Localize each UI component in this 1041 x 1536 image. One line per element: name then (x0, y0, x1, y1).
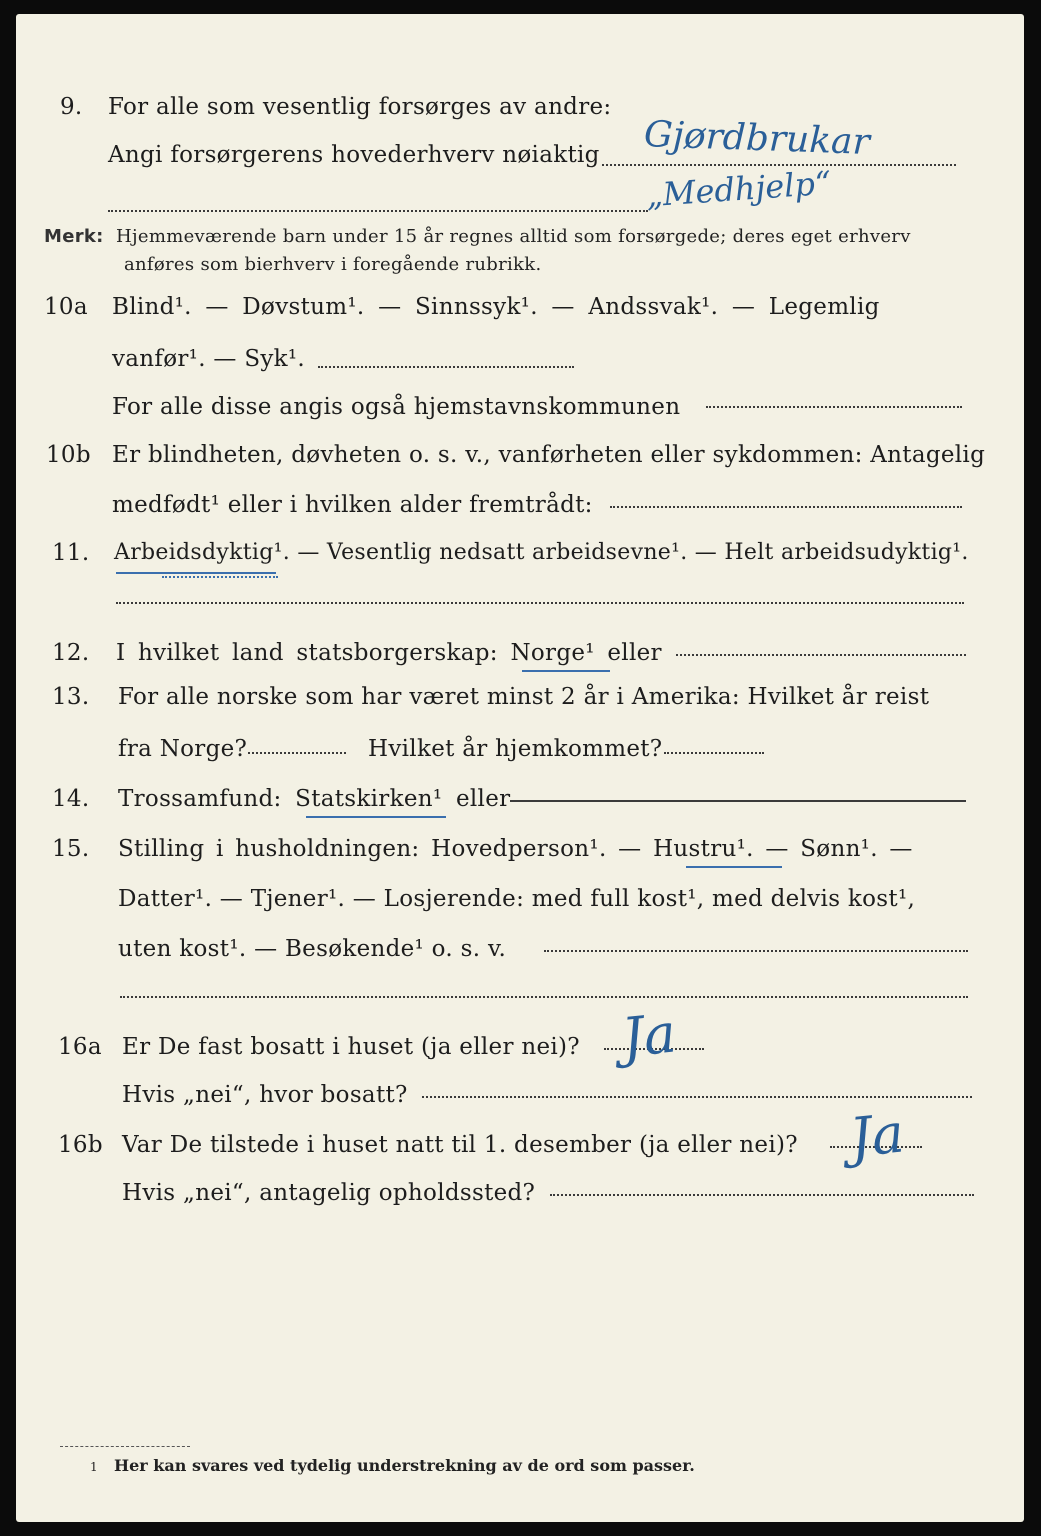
question-text: Hvilket år hjemkommet? (368, 736, 663, 762)
answer-line (510, 800, 966, 802)
question-text: Er De fast bosatt i huset (ja eller nei)? (122, 1034, 580, 1060)
question-text: Hvis „nei“, antagelig opholdssted? (122, 1180, 536, 1206)
question-text: I hvilket land statsborgerskap: Norge¹ eller (116, 640, 662, 666)
footnote-mark: 1 (90, 1460, 98, 1474)
question-text: Arbeidsdyktig¹. — Vesentlig nedsatt arbeidsevne¹. — Helt arbeidsudyktig¹. (114, 540, 969, 565)
question-text: For alle som vesentlig forsørges av andre: (108, 94, 612, 120)
handwritten-answer: Ja (846, 1101, 907, 1170)
answer-line (120, 996, 968, 998)
answer-underline (686, 866, 782, 868)
answer-line (108, 210, 648, 212)
question-text: fra Norge? (118, 736, 248, 762)
answer-line (610, 506, 962, 508)
answer-underline (306, 816, 446, 818)
question-number: 10b (46, 442, 91, 468)
question-number: 9. (60, 94, 83, 120)
question-number: 14. (52, 786, 90, 812)
footnote-text: Her kan svares ved tydelig understrekning av de ord som passer. (114, 1456, 695, 1475)
answer-underline (522, 670, 610, 672)
question-text: Angi forsørgerens hovederhverv nøiaktig (108, 142, 600, 168)
answer-line (602, 164, 956, 166)
handwritten-answer: „Medhjelp“ (644, 163, 833, 215)
question-text: Blind¹. — Døvstum¹. — Sinnssyk¹. — Andssvak¹. — Legemlig (112, 294, 880, 320)
question-number: 10a (44, 294, 88, 320)
question-text: uten kost¹. — Besøkende¹ o. s. v. (118, 936, 507, 962)
question-number: 15. (52, 836, 90, 862)
answer-underline (116, 572, 276, 574)
question-text: Hvis „nei“, hvor bosatt? (122, 1082, 408, 1108)
answer-line (544, 950, 968, 952)
question-number: 16a (58, 1034, 102, 1060)
question-text: Datter¹. — Tjener¹. — Losjerende: med full kost¹, med delvis kost¹, (118, 886, 916, 912)
question-number: 12. (52, 640, 90, 666)
note-text: anføres som bierhverv i foregående rubrikk. (124, 254, 542, 275)
question-number: 13. (52, 684, 90, 710)
question-text: Var De tilstede i huset natt til 1. desember (ja eller nei)? (122, 1132, 798, 1158)
question-text: For alle norske som har været minst 2 år i Amerika: Hvilket år reist (118, 684, 930, 710)
question-number: 11. (52, 540, 90, 566)
answer-line (550, 1194, 974, 1196)
handwritten-answer: Ja (618, 1001, 679, 1070)
question-text: Stilling i husholdningen: Hovedperson¹. — Hustru¹. — Sønn¹. — (118, 836, 913, 862)
answer-line (248, 752, 346, 754)
question-text: medfødt¹ eller i hvilken alder fremtrådt: (112, 492, 593, 518)
answer-line (706, 406, 962, 408)
answer-line (116, 602, 964, 604)
answer-underline (162, 576, 278, 578)
answer-line (676, 654, 966, 656)
answer-line (664, 752, 764, 754)
note-label: Merk: (44, 226, 104, 247)
question-text: Trossamfund: Statskirken¹ eller (118, 786, 511, 812)
question-text: For alle disse angis også hjemstavnskommunen (112, 394, 681, 420)
question-text: Er blindheten, døvheten o. s. v., vanførheten eller sykdommen: Antagelig (112, 442, 986, 468)
answer-line (318, 366, 574, 368)
question-number: 16b (58, 1132, 103, 1158)
question-text: vanfør¹. — Syk¹. (112, 346, 306, 372)
note-text: Hjemmeværende barn under 15 år regnes alltid som forsørgede; deres eget erhverv (116, 226, 911, 247)
handwritten-answer: Gjørdbrukar (643, 114, 871, 163)
footnote-rule (60, 1446, 190, 1447)
answer-line (422, 1096, 972, 1098)
census-form-page (16, 14, 1024, 1522)
